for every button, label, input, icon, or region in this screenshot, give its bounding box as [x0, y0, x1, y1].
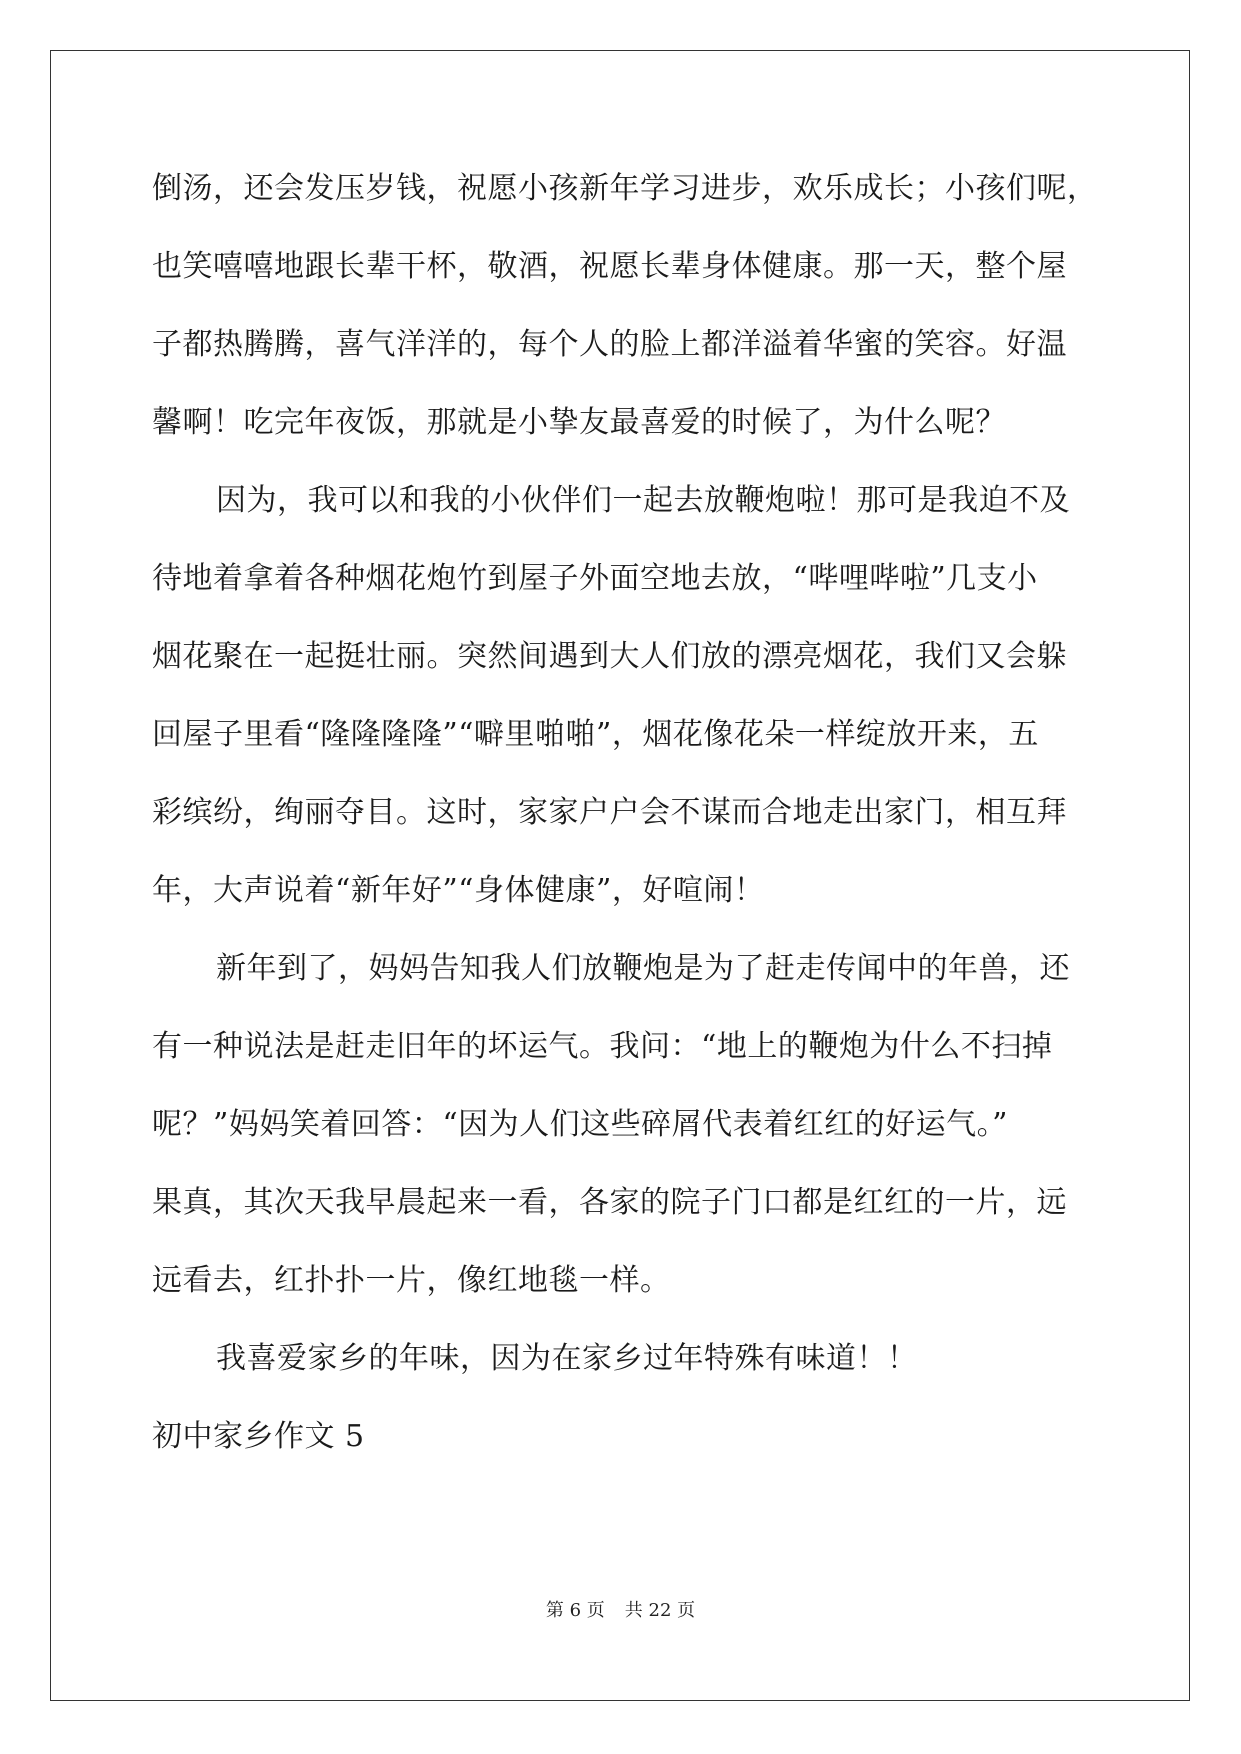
- paragraph-4: [152, 1320, 1092, 1398]
- text-line: 新年到了，妈妈告知我人们放鞭炮是为了赶走传闻中的年兽，还: [216, 951, 1070, 986]
- text-line: 也笑嘻嘻地跟长辈干杯，敬酒，祝愿长辈身体健康。那一天，整个屋: [152, 249, 1067, 284]
- text-line: 呢？”妈妈笑着回答：“因为人们这些碎屑代表着红红的好运气。”: [152, 1107, 1009, 1142]
- paragraph-1: [152, 150, 1098, 462]
- page-footer: [0, 1596, 1241, 1622]
- text-line: 待地着拿着各种烟花炮竹到屋子外面空地去放，“哔哩哔啦”几支小: [152, 561, 1038, 596]
- text-line: 烟花聚在一起挺壮丽。突然间遇到大人们放的漂亮烟花，我们又会躲: [152, 639, 1067, 674]
- paragraph-2: [152, 462, 1092, 930]
- section-heading: 初中家乡作文 5: [152, 1419, 365, 1454]
- text-line: 彩缤纷，绚丽夺目。这时，家家户户会不谋而合地走出家门，相互拜: [152, 795, 1067, 830]
- text-line: 倒汤，还会发压岁钱，祝愿小孩新年学习进步，欢乐成长；小孩们呢，: [152, 171, 1098, 206]
- page-total: 共 22 页: [624, 1600, 696, 1621]
- text-line: 有一种说法是赶走旧年的坏运气。我问：“地上的鞭炮为什么不扫掉: [152, 1029, 1053, 1064]
- page-number: 第 6 页: [545, 1600, 605, 1621]
- text-line: 回屋子里看“隆隆隆隆”“噼里啪啪”，烟花像花朵一样绽放开来，五: [152, 717, 1039, 752]
- text-line: 我喜爱家乡的年味，因为在家乡过年特殊有味道！！: [216, 1341, 918, 1376]
- document-body: [152, 150, 1098, 1476]
- text-line: 馨啊！吃完年夜饭，那就是小挚友最喜爱的时候了，为什么呢？: [152, 405, 1006, 440]
- text-line: 远看去，红扑扑一片，像红地毯一样。: [152, 1263, 671, 1298]
- paragraph-3: [152, 930, 1092, 1320]
- text-line: 子都热腾腾，喜气洋洋的，每个人的脸上都洋溢着华蜜的笑容。好温: [152, 327, 1067, 362]
- text-line: 果真，其次天我早晨起来一看，各家的院子门口都是红红的一片，远: [152, 1185, 1067, 1220]
- text-line: 年，大声说着“新年好”“身体健康”，好喧闹！: [152, 873, 765, 908]
- text-line: 因为，我可以和我的小伙伴们一起去放鞭炮啦！那可是我迫不及: [216, 483, 1070, 518]
